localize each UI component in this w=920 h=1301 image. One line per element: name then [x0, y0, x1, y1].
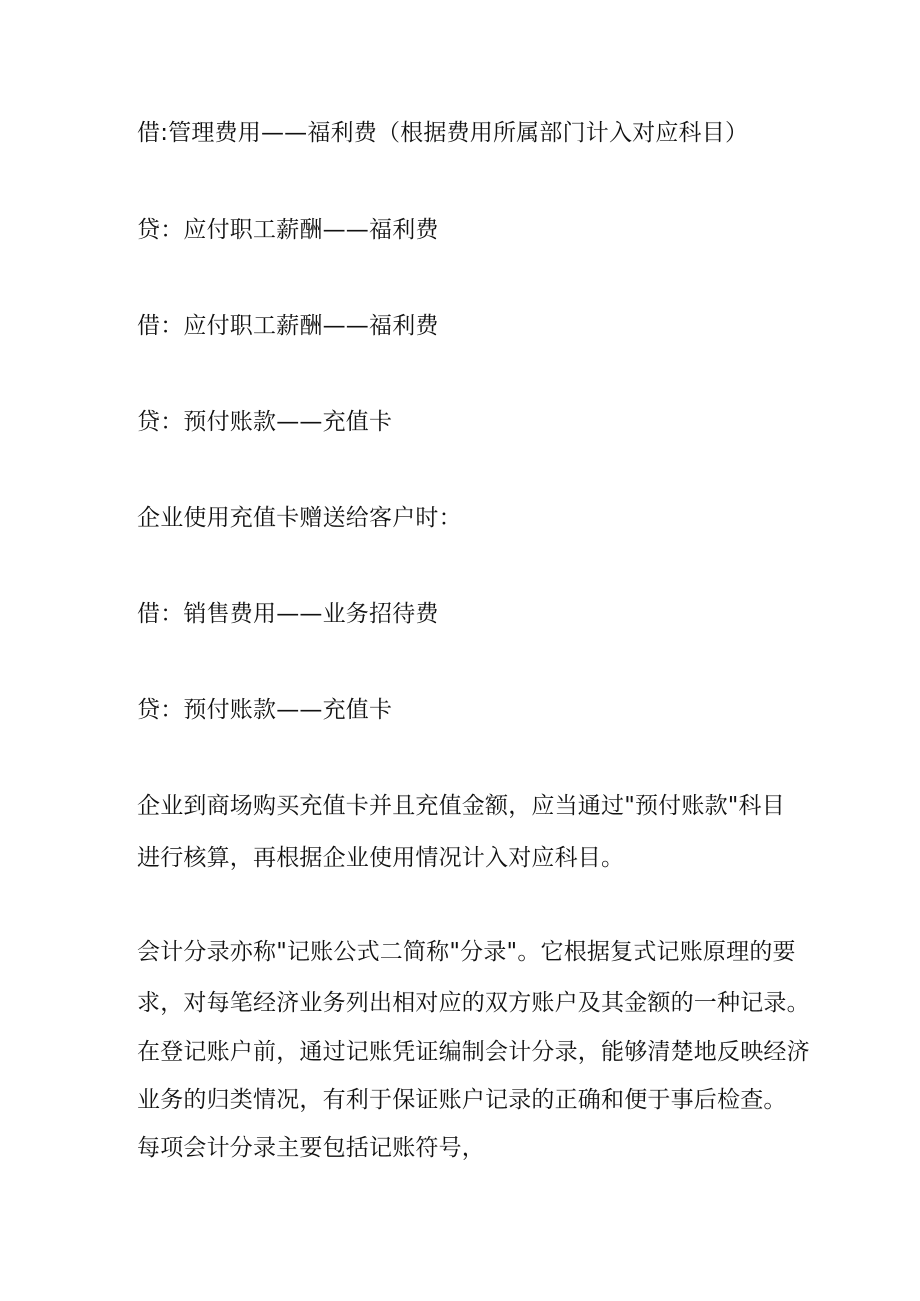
entry-credit-prepaid-card-2: 贷：预付账款——充值卡 [137, 697, 393, 723]
paragraph2-line1: 会计分录亦称"记账公式二简称"分录"。它根据复式记账原理的要 [137, 939, 796, 965]
entry-credit-prepaid-card: 贷：预付账款——充值卡 [137, 409, 393, 435]
paragraph2-line3: 在登记账户前，通过记账凭证编制会计分录，能够清楚地反映经济 [137, 1039, 810, 1065]
paragraph2-line2: 求，对每笔经济业务列出相对应的双方账户及其金额的一种记录。 [137, 990, 810, 1016]
entry-debit-payroll-welfare: 借：应付职工薪酬——福利费 [137, 313, 439, 339]
paragraph2-line5: 每项会计分录主要包括记账符号， [137, 1135, 485, 1161]
entry-credit-payroll-welfare: 贷：应付职工薪酬——福利费 [137, 217, 439, 243]
entry-debit-sales-entertainment: 借：销售费用——业务招待费 [137, 601, 439, 627]
paragraph1-line2: 进行核算，再根据企业使用情况计入对应科目。 [137, 845, 625, 871]
paragraph2-line4: 业务的归类情况，有利于保证账户记录的正确和便于事后检查。 [137, 1087, 787, 1113]
section-heading-gift-to-customer: 企业使用充值卡赠送给客户时： [137, 505, 462, 531]
entry-debit-management-welfare: 借:管理费用——福利费（根据费用所属部门计入对应科目） [137, 120, 749, 146]
paragraph1-line1: 企业到商场购买充值卡并且充值金额，应当通过"预付账款"科目 [137, 793, 785, 819]
